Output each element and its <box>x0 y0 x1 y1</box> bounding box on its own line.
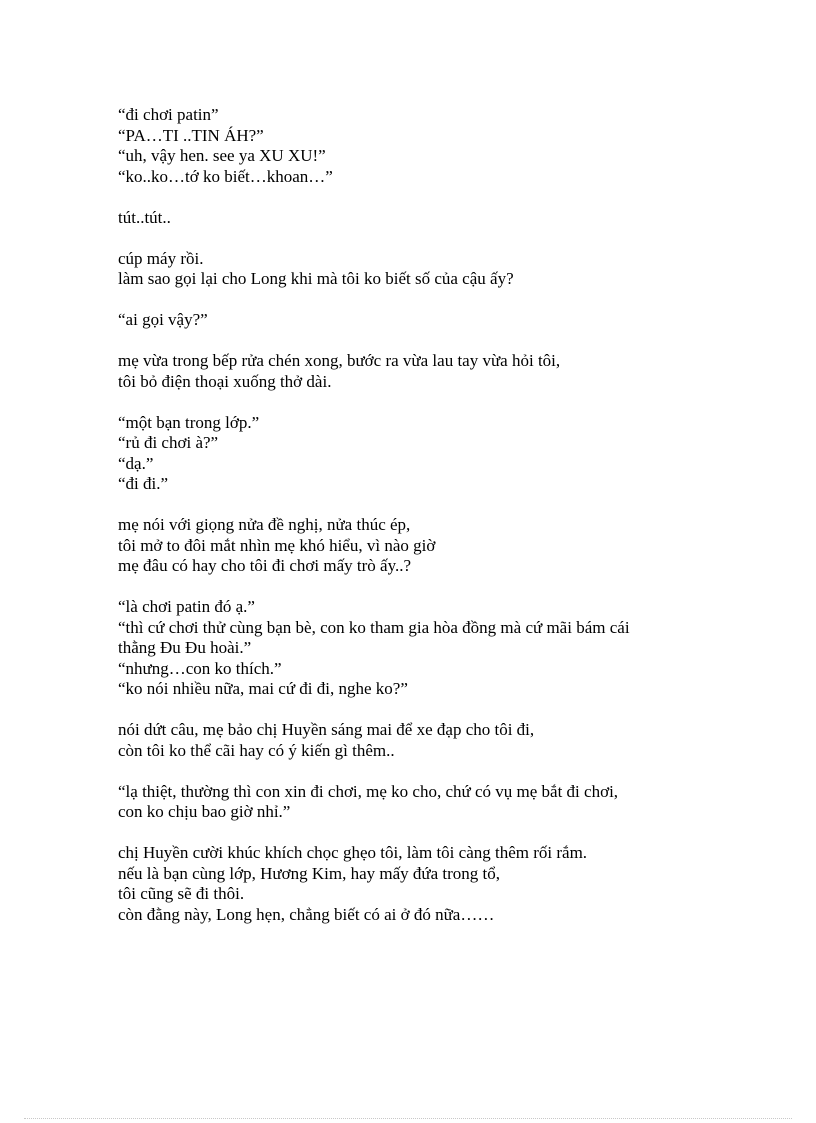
paragraph <box>118 249 718 290</box>
text-line: “ko..ko…tớ ko biết…khoan…” <box>118 166 333 186</box>
text-line: thằng Đu Đu hoài.” <box>118 638 252 657</box>
paragraph <box>118 105 718 187</box>
text-line: “nhưng…con ko thích.” <box>118 658 282 678</box>
paragraph <box>118 843 718 925</box>
text-line: còn tôi ko thể cãi hay có ý kiến gì thêm.. <box>118 740 395 760</box>
text-line: tút..tút.. <box>118 207 171 227</box>
text-line: mẹ đâu có hay cho tôi đi chơi mấy trò ấy..? <box>118 556 412 575</box>
paragraph <box>118 208 718 229</box>
text-line: chị Huyền cười khúc khích chọc ghẹo tôi, làm tôi càng thêm rối rắm. <box>118 843 588 862</box>
paragraph <box>118 597 718 700</box>
paragraph <box>118 515 718 577</box>
text-line: “đi đi.” <box>118 474 169 493</box>
text-line: làm sao gọi lại cho Long khi mà tôi ko biết số của cậu ấy? <box>118 269 514 288</box>
text-line: còn đằng này, Long hẹn, chẳng biết có ai ở đó nữa…… <box>118 904 495 924</box>
text-line: mẹ vừa trong bếp rửa chén xong, bước ra vừa lau tay vừa hỏi tôi, <box>118 351 561 370</box>
text-line: “một bạn trong lớp.” <box>118 412 260 432</box>
page-bottom-divider <box>24 1118 792 1119</box>
text-line: “lạ thiệt, thường thì con xin đi chơi, mẹ ko cho, chứ có vụ mẹ bắt đi chơi, <box>118 781 619 801</box>
text-line: “PA…TI ..TIN ÁH?” <box>118 125 264 145</box>
text-line: “là chơi patin đó ạ.” <box>118 597 255 616</box>
text-line: “ko nói nhiều nữa, mai cứ đi đi, nghe ko?” <box>118 679 408 698</box>
text-line: “thì cứ chơi thử cùng bạn bè, con ko tham gia hòa đồng mà cứ mãi bám cái <box>118 617 630 637</box>
text-line: “đi chơi patin” <box>118 105 219 124</box>
text-line: cúp máy rồi. <box>118 248 204 268</box>
story-text <box>118 105 718 946</box>
paragraph <box>118 782 718 823</box>
text-line: tôi mở to đôi mắt nhìn mẹ khó hiểu, vì nào giờ <box>118 535 436 555</box>
text-line: “rủ đi chơi à?” <box>118 433 219 452</box>
text-line: nếu là bạn cùng lớp, Hương Kim, hay mấy đứa trong tổ, <box>118 863 501 883</box>
text-line: tôi cũng sẽ đi thôi. <box>118 884 245 903</box>
paragraph <box>118 720 718 761</box>
text-line: con ko chịu bao giờ nhỉ.” <box>118 802 291 821</box>
text-line: “dạ.” <box>118 453 154 473</box>
paragraph <box>118 413 718 495</box>
paragraph <box>118 351 718 392</box>
text-line: mẹ nói với giọng nửa đề nghị, nửa thúc ép, <box>118 515 411 534</box>
paragraph <box>118 310 718 331</box>
text-line: “uh, vậy hen. see ya XU XU!” <box>118 146 326 165</box>
text-line: nói dứt câu, mẹ bảo chị Huyền sáng mai để xe đạp cho tôi đi, <box>118 720 535 739</box>
text-line: “ai gọi vậy?” <box>118 310 208 329</box>
text-line: tôi bỏ điện thoại xuống thở dài. <box>118 371 332 391</box>
